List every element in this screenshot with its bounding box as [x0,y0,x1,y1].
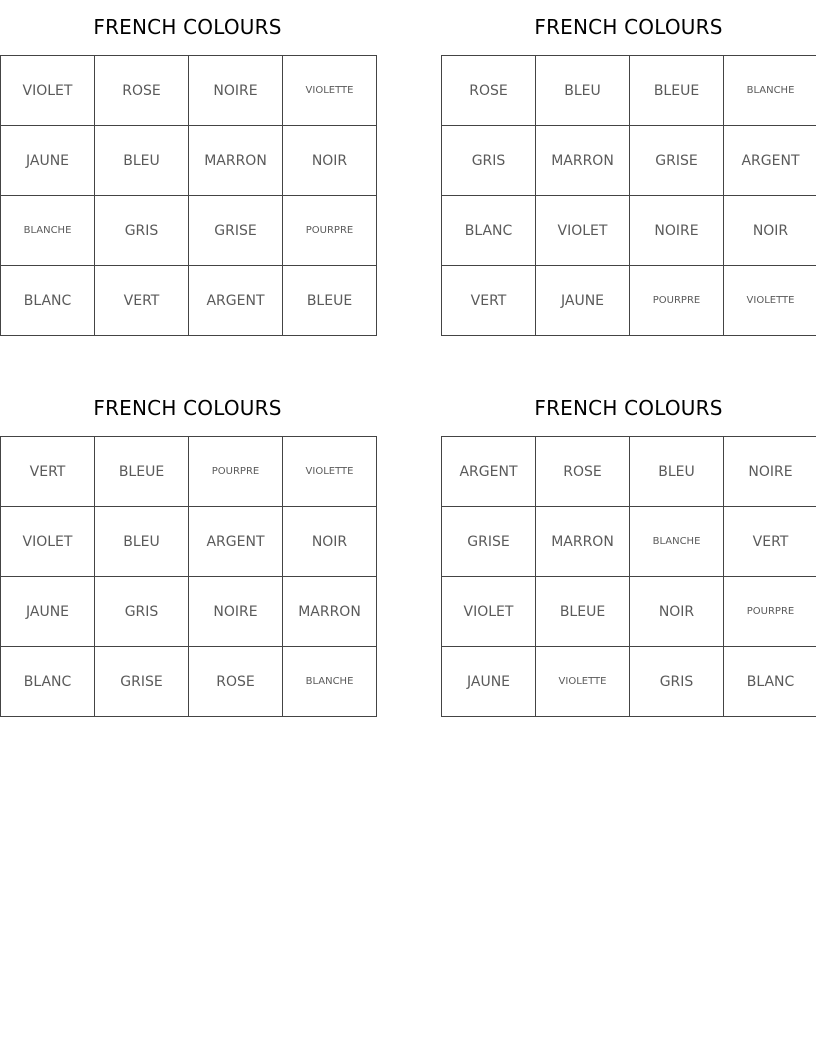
grid-cell: NOIRE [724,437,816,507]
grid-row [1,196,377,266]
grid-cell: GRISE [442,507,536,577]
grid-row [1,577,377,647]
grid-row [442,437,816,507]
card-title: FRENCH COLOURS [93,396,282,420]
grid-cell: BLEU [95,507,189,577]
grid-cell: BLANCHE [724,56,816,126]
grid-row [442,196,816,266]
grid-cell: GRISE [95,647,189,717]
grid-cell: NOIR [283,507,377,577]
grid-row [1,266,377,336]
grid-cell: NOIRE [189,577,283,647]
grid-row [1,126,377,196]
grid-cell: GRIS [442,126,536,196]
grid-cell: NOIR [630,577,724,647]
grid-cell: BLANCHE [283,647,377,717]
grid-cell: MARRON [283,577,377,647]
grid-cell: JAUNE [1,126,95,196]
grid-cell: ARGENT [189,507,283,577]
grid-cell: MARRON [536,126,630,196]
grid-cell: ARGENT [189,266,283,336]
grid-cell: BLEUE [536,577,630,647]
grid-row [442,266,816,336]
grid-cell: VERT [95,266,189,336]
grid-cell: VIOLETTE [724,266,816,336]
grid-cell: GRISE [189,196,283,266]
card-title: FRENCH COLOURS [534,15,723,39]
grid-cell: NOIRE [630,196,724,266]
grid-row [1,647,377,717]
grid-cell: BLANC [1,266,95,336]
grid-cell: BLEU [630,437,724,507]
grid-row [1,56,377,126]
grid-cell: POURPRE [724,577,816,647]
grid-cell: BLEUE [630,56,724,126]
grid-cell: JAUNE [536,266,630,336]
grid-cell: ARGENT [724,126,816,196]
grid-cell: BLANC [724,647,816,717]
grid-row [1,437,377,507]
grid-row [1,507,377,577]
grid-cell: ROSE [536,437,630,507]
grid-cell: POURPRE [630,266,724,336]
grid-row [442,647,816,717]
card-title: FRENCH COLOURS [93,15,282,39]
grid-cell: BLEUE [95,437,189,507]
grid-cell: NOIR [283,126,377,196]
grid-cell: BLANCHE [1,196,95,266]
grid-cell: JAUNE [1,577,95,647]
grid-cell: BLEU [536,56,630,126]
grid-cell: ROSE [442,56,536,126]
grid-cell: ROSE [189,647,283,717]
grid-cell: POURPRE [189,437,283,507]
grid-row [442,507,816,577]
grid-cell: VIOLETTE [536,647,630,717]
grid-cell: BLANC [442,196,536,266]
grid-cell: GRIS [95,577,189,647]
grid-cell: MARRON [189,126,283,196]
grid-cell: GRIS [95,196,189,266]
grid-row [442,56,816,126]
grid-cell: MARRON [536,507,630,577]
grid-cell: ARGENT [442,437,536,507]
grid-cell: VIOLET [442,577,536,647]
grid-cell: POURPRE [283,196,377,266]
bingo-grid [0,55,377,336]
card-title: FRENCH COLOURS [534,396,723,420]
grid-cell: JAUNE [442,647,536,717]
grid-cell: ROSE [95,56,189,126]
grid-cell: GRISE [630,126,724,196]
grid-cell: VERT [724,507,816,577]
grid-row [442,126,816,196]
bingo-grid [0,436,377,717]
grid-row [442,577,816,647]
grid-cell: VIOLETTE [283,437,377,507]
grid-cell: BLEU [95,126,189,196]
grid-cell: VERT [442,266,536,336]
grid-cell: GRIS [630,647,724,717]
grid-cell: BLANCHE [630,507,724,577]
grid-cell: VIOLET [1,507,95,577]
grid-cell: VERT [1,437,95,507]
grid-cell: VIOLETTE [283,56,377,126]
grid-cell: VIOLET [1,56,95,126]
grid-cell: VIOLET [536,196,630,266]
bingo-grid [441,55,816,336]
grid-cell: NOIR [724,196,816,266]
grid-cell: NOIRE [189,56,283,126]
bingo-grid [441,436,816,717]
grid-cell: BLANC [1,647,95,717]
grid-cell: BLEUE [283,266,377,336]
